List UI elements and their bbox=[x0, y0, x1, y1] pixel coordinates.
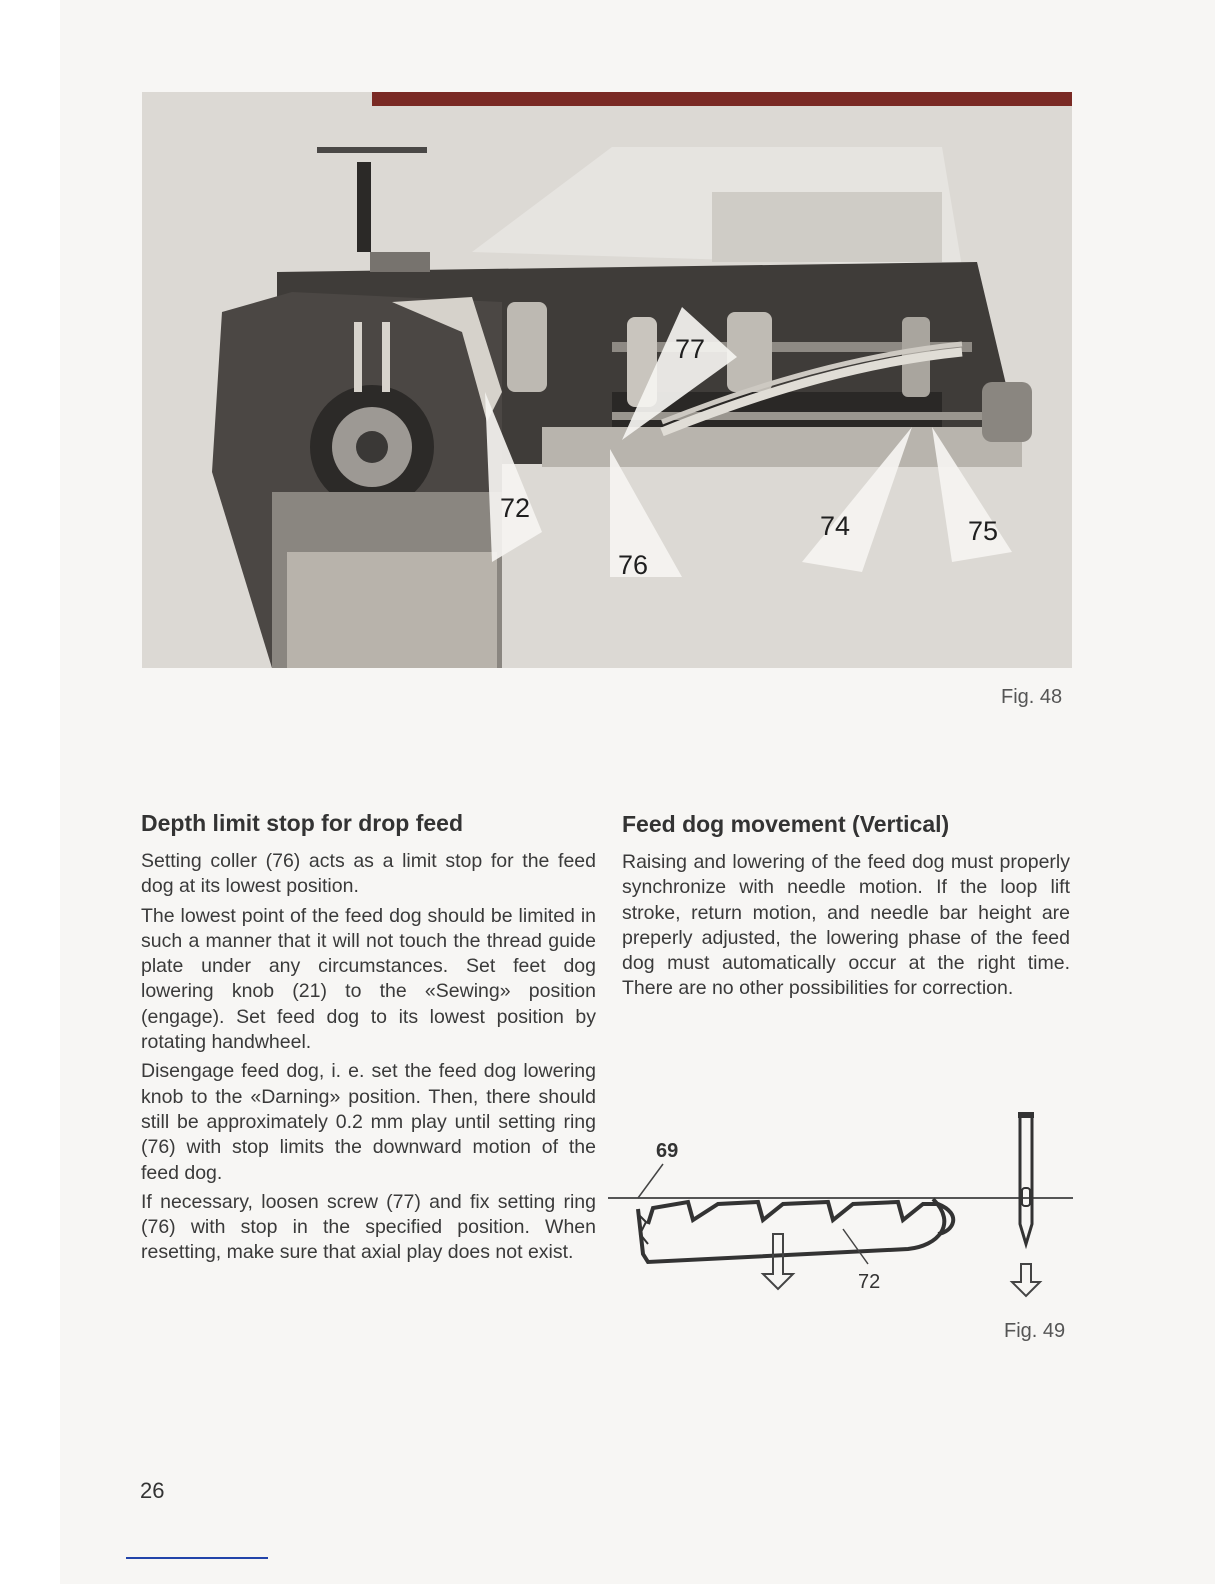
callout-75: 75 bbox=[968, 516, 999, 546]
callout-76: 76 bbox=[618, 550, 649, 580]
mechanism-photo-illustration bbox=[142, 92, 1072, 668]
feed-dog-down-arrow-icon bbox=[763, 1234, 793, 1289]
figure-48-caption: Fig. 48 bbox=[1001, 686, 1063, 708]
left-paragraph-4: If necessary, loosen screw (77) and fix setting ring (76) with stop in the specified position. When resetting, make sure that axial play does not exist. bbox=[141, 1190, 596, 1264]
left-paragraph-2: The lowest point of the feed dog should be limited in such a manner that it will not touch the thread guide plate under any circumstances. Set feet dog lowering knob (21) to the «Sewing» position (engage). Set feed dog to its lowest position by rotating handwheel. bbox=[141, 904, 596, 1054]
figure-49-diagram bbox=[608, 1104, 1078, 1304]
label-69: 69 bbox=[656, 1140, 679, 1162]
callout-77: 77 bbox=[675, 334, 706, 364]
callout-72: 72 bbox=[500, 493, 531, 523]
left-paragraph-1: Setting coller (76) acts as a limit stop for the feed dog at its lowest position. bbox=[141, 850, 596, 898]
page-number: 26 bbox=[140, 1478, 165, 1503]
needle-down-arrow-icon bbox=[1012, 1264, 1040, 1296]
right-heading: Feed dog movement (Vertical) bbox=[622, 811, 950, 837]
right-paragraph-1: Raising and lowering of the feed dog must properly synchronize with needle motion. If the loop lift stroke, return motion, and needle bar height are preperly adjusted, the lowering phase of the feed dog must automatically occur at the right time. There are no other possibilities for correction. bbox=[622, 851, 1070, 1000]
left-paragraph-3: Disengage feed dog, i. e. set the feed dog lowering knob to the «Darning» position. Then, there should still be approximately 0.2 mm play until setting ring (76) with stop limits the downward motion of the feed dog. bbox=[141, 1060, 596, 1184]
manual-page bbox=[60, 0, 1215, 1584]
left-heading: Depth limit stop for drop feed bbox=[141, 810, 463, 836]
feed-dog-teeth bbox=[648, 1202, 953, 1234]
left-column bbox=[141, 810, 596, 1270]
needle-icon bbox=[1020, 1116, 1032, 1244]
figure-48-photo bbox=[142, 92, 1072, 668]
callout-74: 74 bbox=[820, 511, 851, 541]
label-72: 72 bbox=[858, 1271, 881, 1293]
figure-49-caption: Fig. 49 bbox=[1004, 1320, 1066, 1342]
right-column bbox=[622, 811, 1070, 1006]
footer-rule bbox=[126, 1557, 268, 1559]
